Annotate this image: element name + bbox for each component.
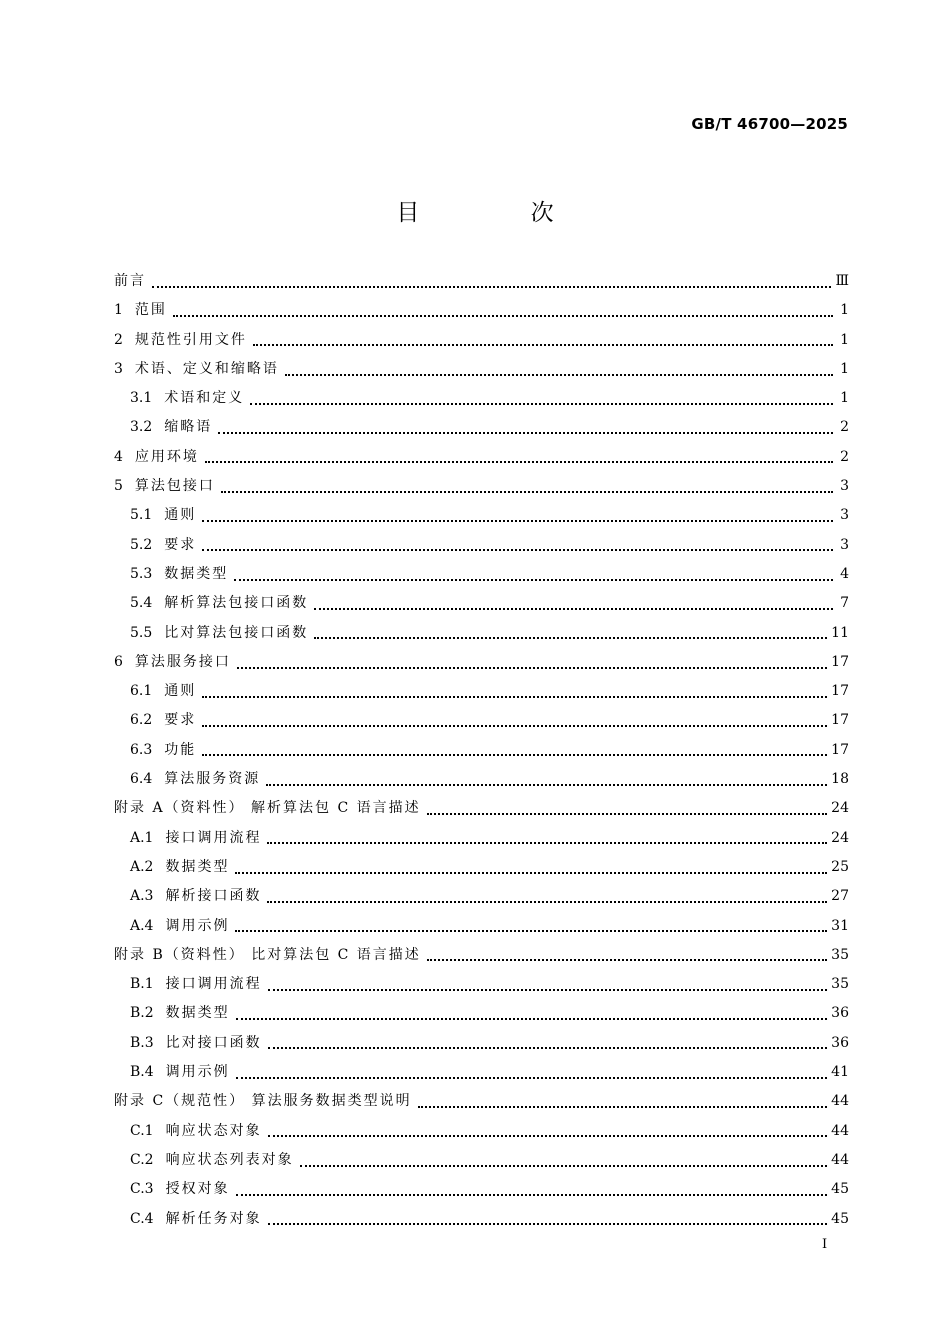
toc-entry[interactable] xyxy=(114,475,849,504)
toc-entry-title: 调用示例 xyxy=(165,917,230,934)
toc-entry-page: 17 xyxy=(831,683,849,700)
toc-entry[interactable] xyxy=(114,1002,849,1031)
toc-entry-page: Ⅲ xyxy=(835,273,849,289)
toc-entry-number: 5 xyxy=(114,478,123,495)
toc-entry-number: A.2 xyxy=(130,858,154,875)
toc-entry-title: 接口调用流程 xyxy=(165,829,262,846)
toc-entry-number: 3 xyxy=(114,360,123,377)
toc-entry-page: 25 xyxy=(831,858,849,875)
toc-entry[interactable] xyxy=(114,358,849,387)
toc-entry[interactable] xyxy=(114,329,849,358)
toc-dot-leader xyxy=(202,549,833,551)
toc-dot-leader xyxy=(202,520,833,522)
toc-entry-number: 3.1 xyxy=(130,390,153,407)
toc-dot-leader xyxy=(236,1194,828,1196)
toc-entry[interactable] xyxy=(114,1090,849,1119)
toc-entry-number: 2 xyxy=(114,331,123,348)
toc-entry[interactable] xyxy=(114,534,849,563)
toc-entry-number: 5.5 xyxy=(130,624,153,641)
toc-entry-number: 6.2 xyxy=(130,712,153,729)
toc-dot-leader xyxy=(427,813,828,815)
toc-entry-page: 17 xyxy=(831,712,849,729)
toc-dot-leader xyxy=(268,1223,828,1225)
toc-entry-title: 通则 xyxy=(164,507,197,524)
toc-entry[interactable] xyxy=(114,856,849,885)
toc-dot-leader xyxy=(418,1106,828,1108)
toc-entry-title: 比对算法包接口函数 xyxy=(164,624,309,641)
toc-dot-leader xyxy=(237,667,827,669)
toc-entry-number: 6.1 xyxy=(130,683,153,700)
toc-entry-title: 附录 A（资料性） 解析算法包 C 语言描述 xyxy=(114,800,421,817)
toc-entry-page: 24 xyxy=(831,829,849,846)
toc-entry-number: B.2 xyxy=(130,1005,154,1022)
toc-entry[interactable] xyxy=(114,739,849,768)
toc-entry-number: A.4 xyxy=(130,917,154,934)
toc-entry-page: 2 xyxy=(840,448,849,465)
toc-dot-leader xyxy=(267,901,827,903)
toc-entry-number: 5.1 xyxy=(130,507,153,524)
page-title: 目 次 xyxy=(396,200,606,226)
toc-dot-leader xyxy=(236,1018,828,1020)
toc-dot-leader xyxy=(235,872,827,874)
toc-entry-number: B.1 xyxy=(130,976,154,993)
toc-entry-title: 算法服务接口 xyxy=(134,653,231,670)
toc-entry[interactable] xyxy=(114,1178,849,1207)
toc-entry-title: 规范性引用文件 xyxy=(134,331,247,348)
toc-entry-page: 1 xyxy=(840,331,849,348)
toc-entry-page: 4 xyxy=(840,565,849,582)
toc-entry-page: 17 xyxy=(831,653,849,670)
toc-entry-page: 45 xyxy=(831,1210,849,1227)
toc-entry-page: 44 xyxy=(831,1122,849,1139)
toc-entry[interactable] xyxy=(114,270,849,299)
toc-entry-title: 解析任务对象 xyxy=(165,1210,262,1227)
toc-dot-leader xyxy=(314,608,833,610)
toc-entry[interactable] xyxy=(114,915,849,944)
toc-entry-number: 6 xyxy=(114,653,123,670)
toc-dot-leader xyxy=(314,637,827,639)
toc-entry-title: 附录 B（资料性） 比对算法包 C 语言描述 xyxy=(114,946,421,963)
toc-entry-title: 要求 xyxy=(164,536,197,553)
toc-entry[interactable] xyxy=(114,1061,849,1090)
toc-dot-leader xyxy=(221,491,833,493)
toc-entry-page: 3 xyxy=(840,478,849,495)
toc-dot-leader xyxy=(202,754,827,756)
toc-entry-title: 术语、定义和缩略语 xyxy=(134,360,279,377)
standard-code: GB/T 46700—2025 xyxy=(691,115,848,133)
toc-entry-number: A.1 xyxy=(130,829,154,846)
toc-dot-leader xyxy=(267,842,827,844)
toc-entry-page: 3 xyxy=(840,536,849,553)
toc-entry[interactable] xyxy=(114,797,849,826)
toc-entry-title: 数据类型 xyxy=(165,1005,230,1022)
toc-entry-page: 18 xyxy=(831,771,849,788)
toc-entry-page: 45 xyxy=(831,1181,849,1198)
toc-dot-leader xyxy=(266,784,827,786)
toc-dot-leader xyxy=(236,1077,828,1079)
toc-entry-page: 24 xyxy=(831,800,849,817)
toc-entry-number: 5.3 xyxy=(130,565,153,582)
toc-entry-title: 术语和定义 xyxy=(164,390,245,407)
toc-entry[interactable] xyxy=(114,622,849,651)
toc-entry-page: 36 xyxy=(831,1034,849,1051)
toc-entry[interactable] xyxy=(114,504,849,533)
toc-entry-page: 27 xyxy=(831,888,849,905)
toc-dot-leader xyxy=(202,696,827,698)
toc-entry-title: 调用示例 xyxy=(165,1064,230,1081)
toc-entry-page: 7 xyxy=(840,595,849,612)
toc-entry-title: 前言 xyxy=(114,273,146,289)
toc-entry-page: 35 xyxy=(831,976,849,993)
toc-entry-page: 36 xyxy=(831,1005,849,1022)
toc-entry-title: 接口调用流程 xyxy=(165,976,262,993)
toc-entry[interactable] xyxy=(114,827,849,856)
toc-entry-number: 6.4 xyxy=(130,771,153,788)
toc-entry-title: 数据类型 xyxy=(164,565,229,582)
toc-entry-number: 5.2 xyxy=(130,536,153,553)
toc-dot-leader xyxy=(173,315,833,317)
table-of-contents xyxy=(114,270,849,1237)
toc-entry[interactable] xyxy=(114,1149,849,1178)
toc-entry-number: C.2 xyxy=(130,1151,154,1168)
toc-dot-leader xyxy=(152,286,831,288)
toc-dot-leader xyxy=(250,403,833,405)
toc-entry-page: 1 xyxy=(840,390,849,407)
toc-entry-title: 要求 xyxy=(164,712,197,729)
toc-entry-title: 响应状态对象 xyxy=(165,1122,262,1139)
toc-entry-title: 响应状态列表对象 xyxy=(165,1151,294,1168)
toc-entry-page: 17 xyxy=(831,741,849,758)
toc-entry-title: 算法包接口 xyxy=(134,478,215,495)
toc-entry[interactable] xyxy=(114,446,849,475)
toc-entry-number: C.4 xyxy=(130,1210,154,1227)
toc-entry[interactable] xyxy=(114,387,849,416)
toc-entry-number: C.1 xyxy=(130,1122,154,1139)
toc-entry-page: 2 xyxy=(840,419,849,436)
toc-entry-page: 31 xyxy=(831,917,849,934)
toc-entry-number: 1 xyxy=(114,302,123,319)
toc-dot-leader xyxy=(253,344,833,346)
toc-entry-title: 应用环境 xyxy=(134,448,199,465)
toc-entry-number: B.3 xyxy=(130,1034,154,1051)
toc-entry[interactable] xyxy=(114,1120,849,1149)
toc-entry[interactable] xyxy=(114,709,849,738)
toc-entry-page: 1 xyxy=(840,302,849,319)
toc-dot-leader xyxy=(235,930,827,932)
toc-entry-title: 解析算法包接口函数 xyxy=(164,595,309,612)
toc-dot-leader xyxy=(234,579,833,581)
toc-entry-title: 算法服务资源 xyxy=(164,771,261,788)
toc-entry[interactable] xyxy=(114,416,849,445)
toc-entry-page: 35 xyxy=(831,946,849,963)
toc-entry[interactable] xyxy=(114,563,849,592)
toc-entry[interactable] xyxy=(114,885,849,914)
toc-entry-number: C.3 xyxy=(130,1181,154,1198)
toc-dot-leader xyxy=(300,1165,828,1167)
toc-dot-leader xyxy=(268,1047,828,1049)
toc-entry-title: 功能 xyxy=(164,741,197,758)
toc-entry-number: 4 xyxy=(114,448,123,465)
toc-entry-number: 5.4 xyxy=(130,595,153,612)
toc-entry-title: 范围 xyxy=(134,302,167,319)
toc-entry-number: 3.2 xyxy=(130,419,153,436)
toc-dot-leader xyxy=(268,1135,828,1137)
toc-dot-leader xyxy=(285,374,833,376)
toc-entry-page: 1 xyxy=(840,360,849,377)
toc-entry[interactable] xyxy=(114,944,849,973)
toc-entry-number: B.4 xyxy=(130,1064,154,1081)
toc-dot-leader xyxy=(268,989,828,991)
toc-entry-page: 44 xyxy=(831,1093,849,1110)
toc-dot-leader xyxy=(218,432,833,434)
toc-entry-page: 41 xyxy=(831,1064,849,1081)
toc-entry-page: 44 xyxy=(831,1151,849,1168)
toc-dot-leader xyxy=(202,725,827,727)
toc-dot-leader xyxy=(427,959,827,961)
toc-entry[interactable] xyxy=(114,680,849,709)
toc-entry[interactable] xyxy=(114,1032,849,1061)
toc-entry-number: 6.3 xyxy=(130,741,153,758)
toc-entry-title: 比对接口函数 xyxy=(165,1034,262,1051)
toc-entry[interactable] xyxy=(114,592,849,621)
toc-entry-title: 数据类型 xyxy=(165,858,230,875)
toc-entry-page: 3 xyxy=(840,507,849,524)
toc-entry-title: 缩略语 xyxy=(164,419,213,436)
page-number: Ⅰ xyxy=(822,1237,828,1252)
toc-entry[interactable] xyxy=(114,768,849,797)
toc-entry[interactable] xyxy=(114,973,849,1002)
toc-entry[interactable] xyxy=(114,651,849,680)
toc-entry-title: 解析接口函数 xyxy=(165,888,262,905)
toc-entry-title: 授权对象 xyxy=(165,1181,230,1198)
toc-entry-number: A.3 xyxy=(130,888,154,905)
toc-entry[interactable] xyxy=(114,1208,849,1237)
toc-dot-leader xyxy=(205,461,833,463)
toc-entry[interactable] xyxy=(114,299,849,328)
toc-entry-title: 通则 xyxy=(164,683,197,700)
toc-entry-page: 11 xyxy=(831,624,849,641)
toc-entry-title: 附录 C（规范性） 算法服务数据类型说明 xyxy=(114,1093,412,1110)
